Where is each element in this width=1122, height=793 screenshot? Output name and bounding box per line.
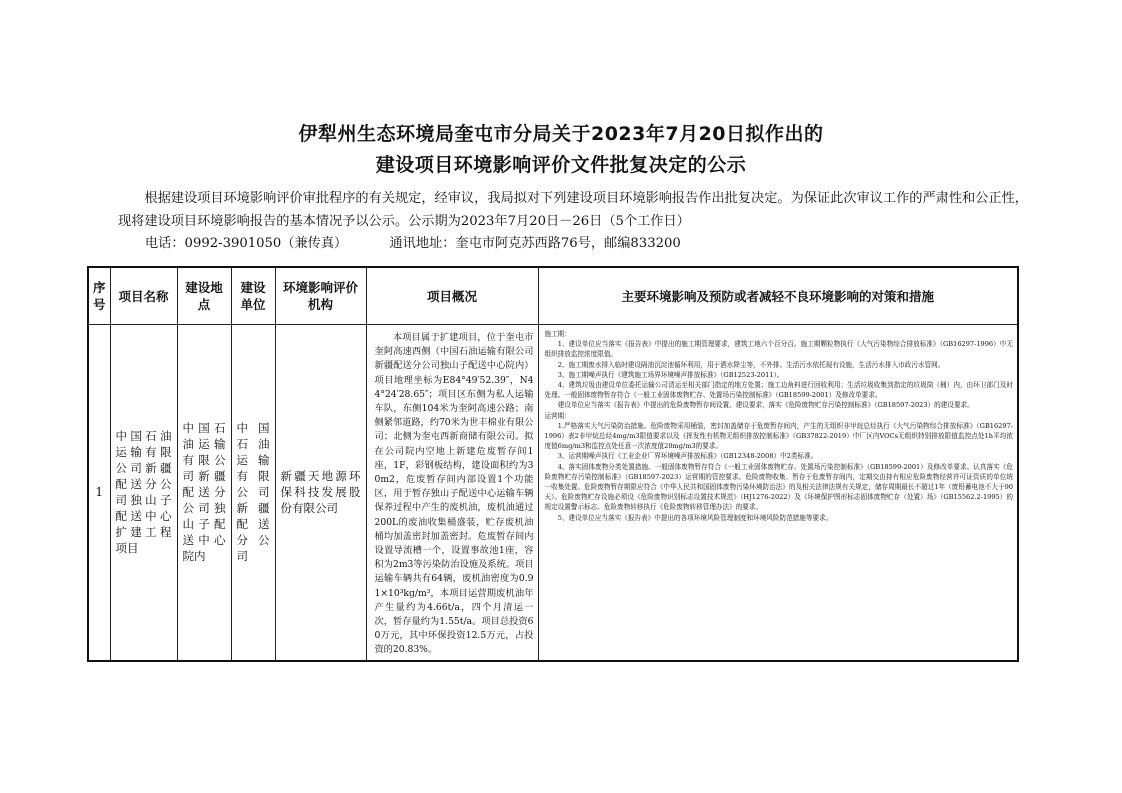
- measures-item: 1、建设单位应当落实《报告表》中提出的施工期管理要求，建筑工地六个百分百。施工期颗粒物执行《大气污染物综合排放标准》（GB16297-1996）中无组织排放监控浓度限值。: [544, 340, 1013, 359]
- measures-item: 1.严格落实大气污染防治措施。危险废物采用桶装，密封加盖储存于危废暂存间内，产生的无组织非甲烷总烃执行《大气污染物综合排放标准》（GB16297-1996）表2非甲烷总烃4mg/m3限值要求以及《挥发性有机物无组织排放控制标准》（GB37822-2019）中厂区内VOCs无组织特别排放限值监控点处1h平均浓度值6mg/m3和监控点处任意一次浓度值20mg/m3的要求。: [544, 421, 1013, 451]
- header-project-name: 项目名称: [110, 267, 177, 325]
- table-row: [88, 325, 1018, 661]
- intro-paragraph: 根据建设项目环境影响评价审批程序的有关规定，经审议，我局拟对下列建设项目环境影响报告作出批复决定。为保证此次审议工作的严肃性和公正性，现将建设项目环境影响报告的基本情况予以公示。公示期为2023年7月20日－26日（5个工作日）: [118, 191, 1028, 229]
- cell-agency: 新疆天地源环保科技发展股份有限公司: [275, 325, 366, 661]
- approval-table: [87, 266, 1019, 662]
- cell-measures: [538, 325, 1018, 661]
- header-unit: 建设单位: [231, 267, 275, 325]
- cell-no: 1: [88, 325, 110, 661]
- cell-overview: 本项目属于扩建项目，位于奎屯市奎阿高速西侧（中国石油运输有限公司新疆配送分公司独山子配送中心院内）项目地理坐标为E84°49′52.39″，N44°24′28.65″；项目区东侧为私人运输车队，东侧104米为奎阿高速公路；南侧紧邻道路，约70米为世丰棉业有限公司；北侧为奎屯西新商储有限公司。拟在公司院内空地上新建危废暂存间1座，1F，彩钢板结构，建设面积约为30m2，危废暂存间内部设置1个功能区，用于暂存独山子配送中心运输车辆保养过程中产生的废机油，废机油通过200L的废油收集桶盛装，贮存废机油桶均加盖密封加盖密封。危废暂存间内设置导流槽一个，设置事故池1座，容积为2m3等污染防治设施及系统。项目运输车辆共有64辆，废机油密度为0.91×10³kg/m³，本项目运营期废机油年产生量约为4.66t/a，四个月清运一次，暂存量约为1.55t/a。项目总投资60万元，其中环保投资12.5万元，占投资的20.83%。: [374, 332, 534, 656]
- measures-list: [545, 329, 1014, 523]
- cell-unit: 中国石油运输有限公司新疆配送分公司: [231, 325, 275, 661]
- header-agency: 环境影响评价机构: [275, 267, 366, 325]
- page-title-line-1: 伊犁州生态环境局奎屯市分局关于2023年7月20日拟作出的: [298, 123, 824, 145]
- header-location: 建设地点: [177, 267, 231, 325]
- measures-item: 4、建筑垃圾由建设单位委托运输公司清运至相关部门指定的地方处置；施工边角料进行回收利用；生活垃圾收集到指定的垃圾筒（桶）内，由环卫部门及时处理。一般固体废物暂存符合《一般工业固体废物贮存、处置场污染控制标准》（GB18599-2001）及修改单要求。: [544, 381, 1013, 400]
- measures-item: 5、建设单位应当落实《报告表》中提出的各项环境风险管理制度和环境风险防范措施等要求。: [557, 513, 833, 522]
- table-header-row: [88, 267, 1018, 325]
- measures-item: 运营期：: [544, 411, 571, 420]
- contact-phone: 电话：0992-3901050（兼传真）: [145, 236, 348, 251]
- measures-item: 施工期：: [544, 330, 571, 338]
- cell-project-name: 中国石油运输有限公司新疆配送分公司独山子配送中心扩建工程项目: [110, 325, 177, 661]
- measures-item: 4、落实固体废物分类处置措施。一般固体废物暂存符合《一般工业固体废物贮存、处置场污染控制标准》（GB18599-2001）及修改单要求。认真落实《危险废物贮存污染控制标准》（GB18597-2023）运营期的管控要求。危险废物收集、暂存于危废暂存间内，定期交由持有相应危险废物经营许可证资质的单位统一收集处置。危险废物暂存期限应符合《中华人民共和国固体废物污染环境防治法》的及相关法律法规有关规定，储存周期最长不超过1年（废铅蓄电池不大于90天）。危险废物贮存设施必须设《危险废物识别标志设置技术规范》（HJ1276-2022）及《环境保护图形标志固体废物贮存（处置）场》（GB15562.2-1995）的规定设置警示标志。危险废物转移执行《危险废物转移管理办法》的要求。: [544, 462, 1013, 512]
- measures-item: 建设单位应当落实《报告表》中提出的危险废物暂存间设置、建设要求，落实《危险废物贮存污染控制标准》（GB18597-2023）的建设要求。: [557, 401, 974, 410]
- header-no: 序号: [88, 267, 110, 325]
- header-overview: 项目概况: [366, 267, 538, 325]
- page-title-line-2: 建设项目环境影响评价文件批复决定的公示: [375, 154, 747, 176]
- measures-item: 3、运营期噪声执行《工业企业厂界环境噪声排放标准》（GB12348-2008）中2类标准。: [557, 452, 818, 461]
- header-measures: 主要环境影响及预防或者减轻不良环境影响的对策和措施: [538, 267, 1018, 325]
- cell-overview-wrapper: [366, 325, 538, 661]
- measures-item: 3、施工期噪声执行《建筑施工场界环境噪声排放标准》（GB12523-2011）。: [557, 370, 784, 379]
- contact-line: [145, 234, 681, 254]
- contact-address: 通讯地址：奎屯市阿克苏西路76号，邮编833200: [389, 236, 681, 251]
- cell-location: 中国石油运输有限公司新疆配送分公司独山子配送中心院内: [177, 325, 231, 661]
- measures-item: 2、施工期废水排入临时建设隔油沉淀池循环利用，用于洒水降尘等，不外排。生活污水依托现有设施，生活污水排入市政污水管网。: [557, 360, 945, 369]
